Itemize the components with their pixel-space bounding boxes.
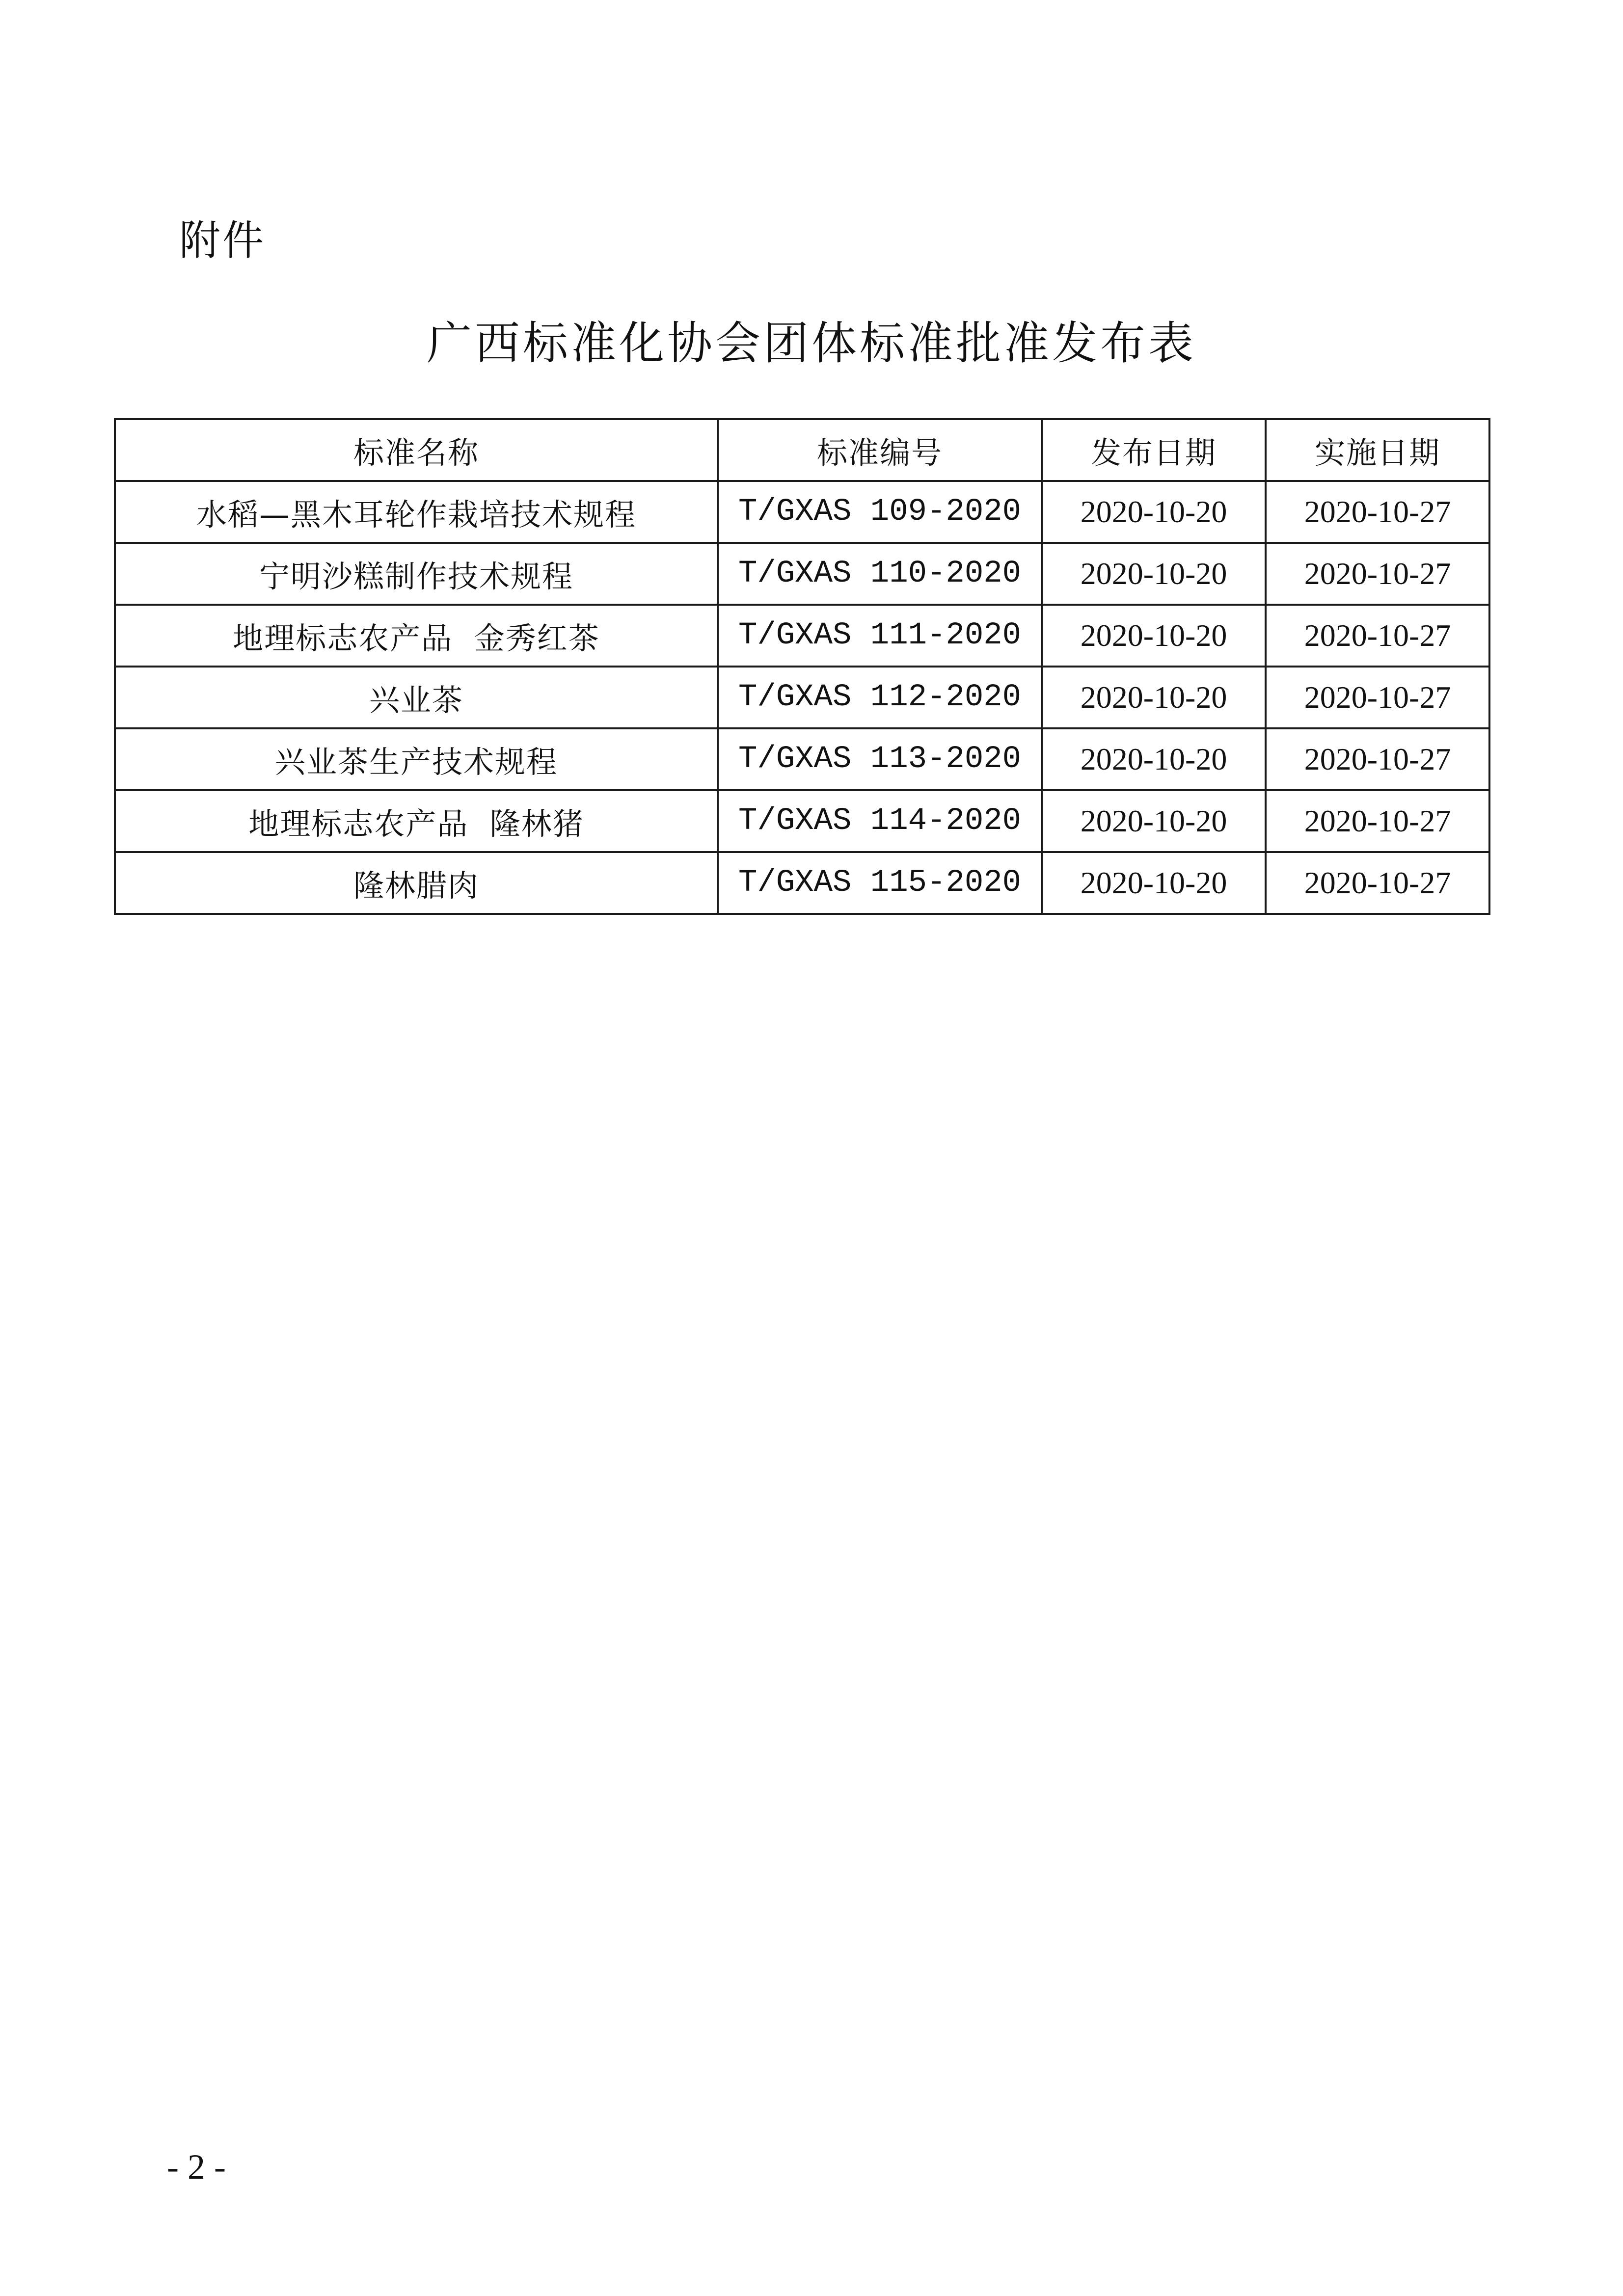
standard-name-cell: 隆林腊肉 xyxy=(115,852,718,914)
table-row xyxy=(115,728,1489,790)
header-publish-date: 发布日期 xyxy=(1042,419,1266,481)
effective-date-cell: 2020-10-27 xyxy=(1266,605,1489,667)
header-standard-code: 标准编号 xyxy=(718,419,1042,481)
publish-date-cell: 2020-10-20 xyxy=(1042,852,1266,914)
publish-date-cell: 2020-10-20 xyxy=(1042,667,1266,728)
standard-name-cell: 宁明沙糕制作技术规程 xyxy=(115,543,718,605)
standard-code-cell: T/GXAS 115-2020 xyxy=(718,852,1042,914)
header-effective-date: 实施日期 xyxy=(1266,419,1489,481)
table-row xyxy=(115,790,1489,852)
standard-name-cell: 地理标志农产品 隆林猪 xyxy=(115,790,718,852)
standard-code-cell: T/GXAS 109-2020 xyxy=(718,481,1042,543)
standard-name-cell: 地理标志农产品 金秀红茶 xyxy=(115,605,718,667)
effective-date-cell: 2020-10-27 xyxy=(1266,728,1489,790)
table-row xyxy=(115,605,1489,667)
standard-name-cell: 水稻—黑木耳轮作栽培技术规程 xyxy=(115,481,718,543)
table-row xyxy=(115,481,1489,543)
publish-date-cell: 2020-10-20 xyxy=(1042,728,1266,790)
standard-code-cell: T/GXAS 111-2020 xyxy=(718,605,1042,667)
publish-date-cell: 2020-10-20 xyxy=(1042,790,1266,852)
standard-name-cell: 兴业茶生产技术规程 xyxy=(115,728,718,790)
table-row xyxy=(115,667,1489,728)
page-title: 广西标准化协会团体标准批准发布表 xyxy=(426,317,1196,370)
effective-date-cell: 2020-10-27 xyxy=(1266,481,1489,543)
standard-code-cell: T/GXAS 110-2020 xyxy=(718,543,1042,605)
effective-date-cell: 2020-10-27 xyxy=(1266,852,1489,914)
header-standard-name: 标准名称 xyxy=(115,419,718,481)
standard-code-cell: T/GXAS 114-2020 xyxy=(718,790,1042,852)
publish-date-cell: 2020-10-20 xyxy=(1042,605,1266,667)
table-row xyxy=(115,852,1489,914)
effective-date-cell: 2020-10-27 xyxy=(1266,667,1489,728)
table-row xyxy=(115,543,1489,605)
page-number: - 2 - xyxy=(167,2147,226,2187)
publish-date-cell: 2020-10-20 xyxy=(1042,481,1266,543)
attachment-label: 附件 xyxy=(179,216,266,265)
standard-code-cell: T/GXAS 113-2020 xyxy=(718,728,1042,790)
publish-date-cell: 2020-10-20 xyxy=(1042,543,1266,605)
standards-table xyxy=(114,418,1490,915)
standard-name-cell: 兴业茶 xyxy=(115,667,718,728)
table-header-row xyxy=(115,419,1489,481)
standard-code-cell: T/GXAS 112-2020 xyxy=(718,667,1042,728)
effective-date-cell: 2020-10-27 xyxy=(1266,543,1489,605)
effective-date-cell: 2020-10-27 xyxy=(1266,790,1489,852)
